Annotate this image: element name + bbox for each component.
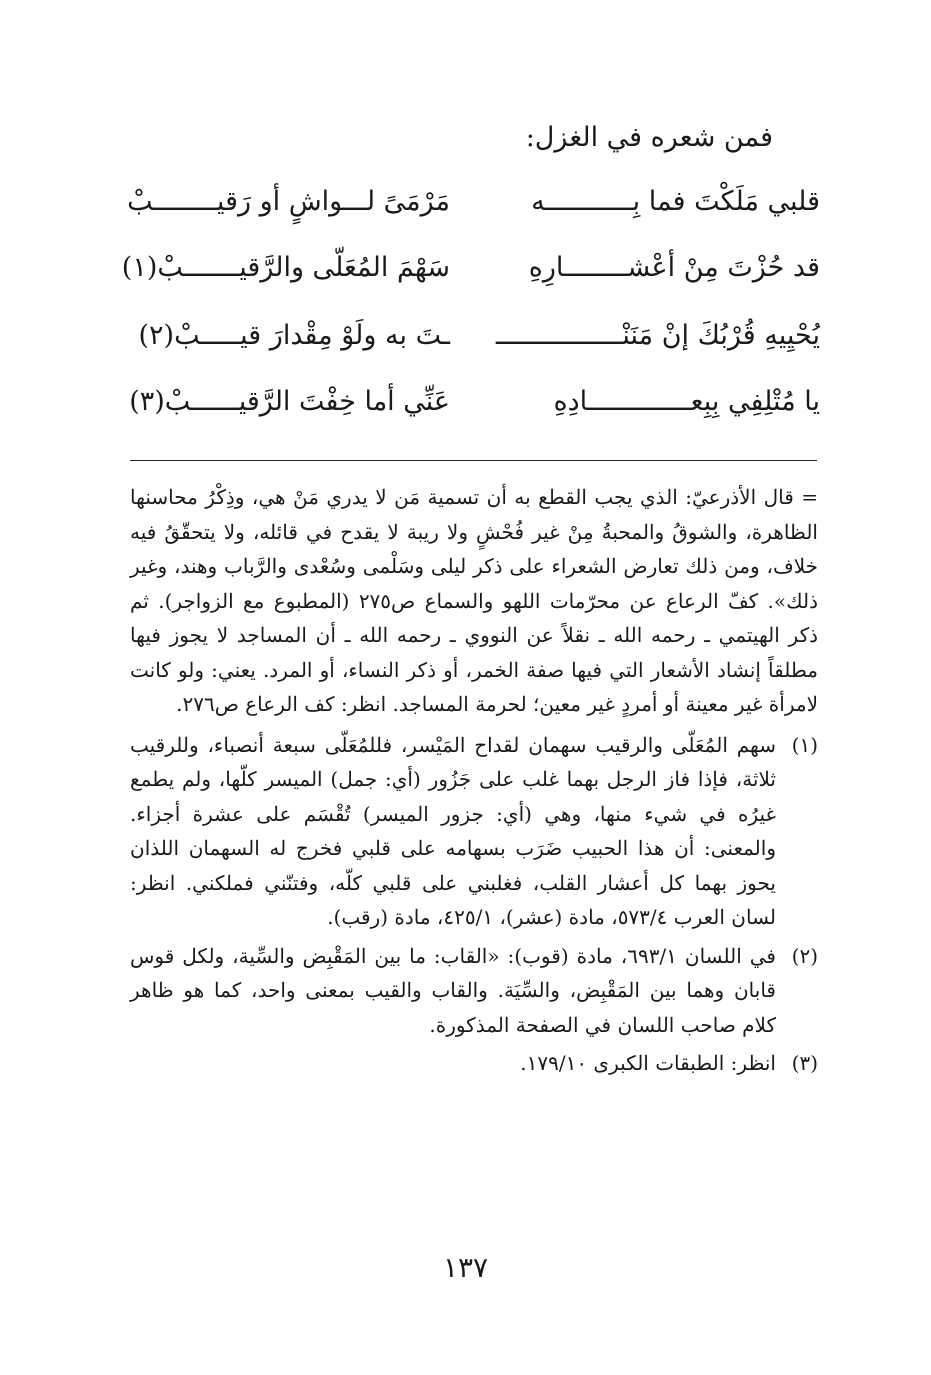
footnote-continuation: = قال الأذرعيّ: الذي يجب القطع به أن تسمية مَن لا يدري مَنْ هي، وذِكْرُ محاسنها الظاهرة، والشوقُ والمحبةُ مِنْ غير فُحْشٍ ولا ريبة لا يقدح في قائله، ولا يتحقّقُ فيه خلاف، ومن ذلك تعارض الشعراء على ذكر ليلى وسَلْمى وسُعْدى والرَّباب وهند، وغير ذلك». كفّ الرعاع عن محرّمات اللهو والسماع ص٢٧٥ (المطبوع مع الزواجر). ثم ذكر الهيتمي ـ رحمه الله ـ نقلاً عن النووي ـ رحمه الله ـ أن المساجد لا يجوز فيها مطلقاً إنشاد الأشعار التي فيها صفة الخمر، أو ذكر النساء، أو المرد. يعني: ولو كانت لامرأة غير معينة أو أمردٍ غير معين؛ لحرمة المساجد. انظر: كف الرعاع ص٢٧٦. bbox=[130, 485, 818, 716]
verse-first-hemistich: يُحْيِيهِ قُرْبُكَ إنْ مَنَنْــــــــــــــــ bbox=[495, 320, 820, 351]
footnote-number: (٣) bbox=[791, 1051, 818, 1075]
verse-first-hemistich: يا مُتْلِفِي بِبِعـــــــــــــادِهِ bbox=[553, 386, 820, 417]
verse-first-hemistich: قلبي مَلَكْتَ فما بِـــــــــــه bbox=[531, 186, 820, 217]
footnote-text: في اللسان ٦٩٣/١، مادة (قوب): «القاب: ما بين المَقْبِض والسِّية، ولكل قوس قابان وهما بين المَقْبِض، والسِّيَة. والقاب والقيب بمعنى واحد، كما هو ظاهر كلام صاحب اللسان في الصفحة المذكورة. bbox=[130, 943, 776, 1037]
verse-second-hemistich: ـتَ به ولَوْ مِقْدارَ قيـــــبْ(٢) bbox=[138, 320, 450, 351]
verse-second-hemistich: مَرْمَىً لـــواشٍ أو رَقيــــــــبْ bbox=[127, 186, 450, 217]
footnote-text: سهم المُعَلّى والرقيب سهمان لقداح المَيْسر، فللمُعَلّى سبعة أنصباء، وللرقيب ثلاثة، فإذا فاز الرجل بهما غلب على جَزُور (أي: جمل) الميسر كلّها، ولم يطمع غيرُه في شيء منها، وهي (أي: جزور الميسر) تُقْسَم على عشرة أجزاء. والمعنى: أن هذا الحبيب ضَرَب بسهامه على قلبي فخرج له السهمان اللذان يحوز بهما كل أعشار القلب، فغلبني على قلبي كلّه، وفتنّني فملكني. انظر: لسان العرب ٥٧٣/٤، مادة (عشر)، ٤٢٥/١، مادة (رقب). bbox=[130, 732, 776, 929]
footnote-number: (١) bbox=[791, 732, 818, 757]
verse-second-hemistich: سَهْمَ المُعَلّى والرَّقيـــــــبْ(١) bbox=[121, 252, 450, 283]
verse-second-hemistich: عَنِّي أما خِفْتَ الرَّقيــــــبْ(٣) bbox=[129, 386, 450, 417]
footnote-number: (٢) bbox=[791, 943, 818, 968]
poem-verse bbox=[130, 380, 820, 424]
footnote-separator bbox=[130, 460, 817, 461]
poem-verse bbox=[127, 180, 820, 224]
footnote-1 bbox=[130, 728, 818, 935]
poem-verse bbox=[121, 246, 820, 290]
footnote-2 bbox=[130, 939, 818, 1043]
footnote-3 bbox=[130, 1046, 818, 1081]
page-number: ١٣٧ bbox=[442, 1251, 489, 1284]
footnote-text: انظر: الطبقات الكبرى ١٧٩/١٠. bbox=[520, 1051, 776, 1075]
verse-first-hemistich: قد حُزْتَ مِنْ أعْشــــــــارِهِ bbox=[528, 252, 820, 283]
section-intro: فمن شعره في الغزل: bbox=[525, 122, 773, 153]
poem-verse bbox=[130, 314, 820, 358]
footnotes-section bbox=[130, 480, 818, 1085]
